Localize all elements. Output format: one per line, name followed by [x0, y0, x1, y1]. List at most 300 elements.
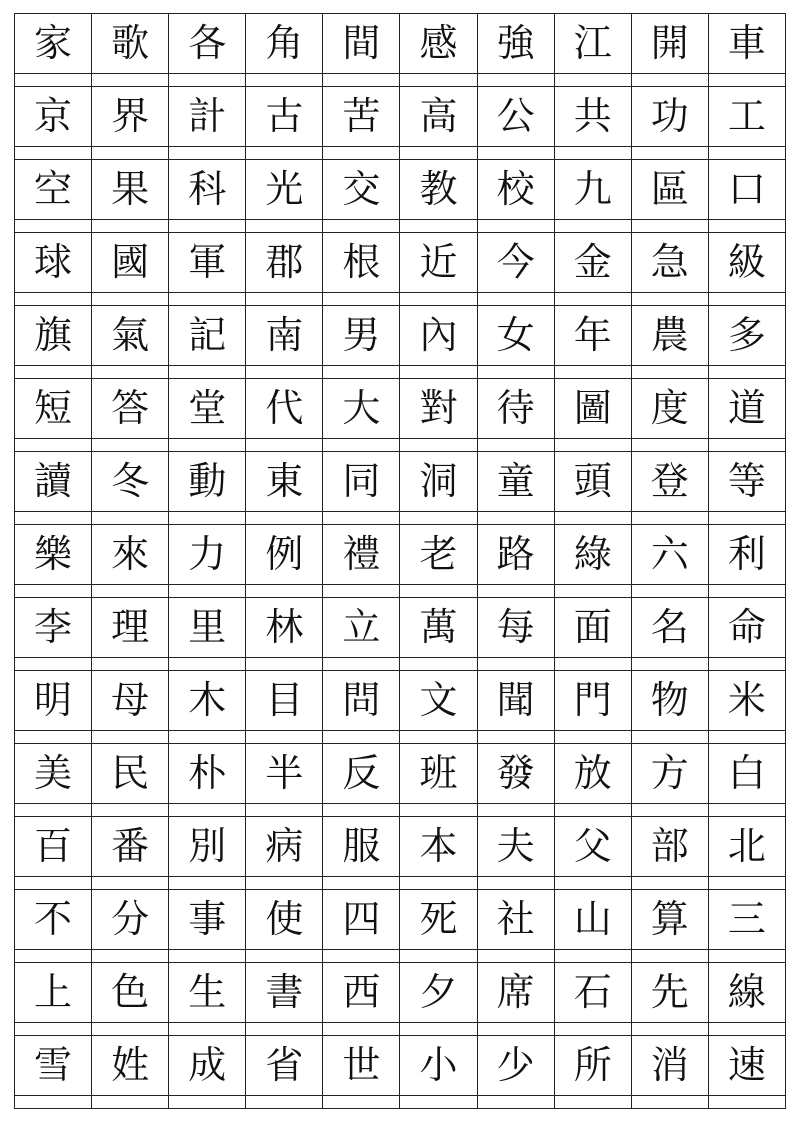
character-cell: 球	[15, 233, 92, 293]
character-cell: 病	[246, 817, 323, 877]
character-cell: 旗	[15, 306, 92, 366]
blank-practice-cell	[323, 293, 400, 306]
blank-practice-cell	[169, 74, 246, 87]
character-row	[15, 525, 786, 585]
blank-practice-cell	[631, 731, 708, 744]
character-cell: 各	[169, 14, 246, 74]
character-cell: 功	[631, 87, 708, 147]
character-cell: 農	[631, 306, 708, 366]
character-cell: 番	[92, 817, 169, 877]
blank-practice-cell	[631, 950, 708, 963]
character-cell: 半	[246, 744, 323, 804]
blank-practice-cell	[169, 877, 246, 890]
blank-practice-cell	[92, 74, 169, 87]
character-cell: 米	[708, 671, 785, 731]
character-cell: 女	[477, 306, 554, 366]
blank-practice-cell	[246, 293, 323, 306]
character-cell: 苦	[323, 87, 400, 147]
blank-practice-cell	[15, 658, 92, 671]
character-cell: 頭	[554, 452, 631, 512]
character-row	[15, 379, 786, 439]
character-cell: 色	[92, 963, 169, 1023]
grid-body	[15, 14, 786, 1109]
character-cell: 立	[323, 598, 400, 658]
blank-practice-cell	[169, 147, 246, 160]
character-cell: 古	[246, 87, 323, 147]
blank-practice-cell	[15, 147, 92, 160]
blank-practice-cell	[400, 512, 477, 525]
character-cell: 速	[708, 1036, 785, 1096]
blank-practice-row	[15, 585, 786, 598]
character-cell: 里	[169, 598, 246, 658]
blank-practice-cell	[246, 585, 323, 598]
character-cell: 發	[477, 744, 554, 804]
character-cell: 山	[554, 890, 631, 950]
blank-practice-cell	[169, 439, 246, 452]
blank-practice-cell	[477, 585, 554, 598]
blank-practice-cell	[169, 1023, 246, 1036]
character-cell: 四	[323, 890, 400, 950]
character-cell: 西	[323, 963, 400, 1023]
character-cell: 年	[554, 306, 631, 366]
blank-practice-cell	[477, 950, 554, 963]
character-cell: 反	[323, 744, 400, 804]
blank-practice-cell	[708, 366, 785, 379]
blank-practice-row	[15, 950, 786, 963]
character-cell: 登	[631, 452, 708, 512]
blank-practice-cell	[15, 512, 92, 525]
character-cell: 高	[400, 87, 477, 147]
blank-practice-cell	[92, 147, 169, 160]
character-cell: 計	[169, 87, 246, 147]
character-cell: 國	[92, 233, 169, 293]
blank-practice-cell	[554, 877, 631, 890]
character-cell: 金	[554, 233, 631, 293]
character-cell: 例	[246, 525, 323, 585]
blank-practice-cell	[246, 439, 323, 452]
blank-practice-row	[15, 1023, 786, 1036]
character-cell: 白	[708, 744, 785, 804]
character-cell: 事	[169, 890, 246, 950]
character-cell: 歌	[92, 14, 169, 74]
character-cell: 道	[708, 379, 785, 439]
blank-practice-cell	[477, 439, 554, 452]
character-cell: 物	[631, 671, 708, 731]
character-cell: 三	[708, 890, 785, 950]
character-cell: 美	[15, 744, 92, 804]
character-cell: 夕	[400, 963, 477, 1023]
blank-practice-cell	[708, 658, 785, 671]
character-cell: 省	[246, 1036, 323, 1096]
blank-practice-row	[15, 512, 786, 525]
character-cell: 內	[400, 306, 477, 366]
character-cell: 讀	[15, 452, 92, 512]
character-cell: 不	[15, 890, 92, 950]
character-cell: 開	[631, 14, 708, 74]
character-cell: 部	[631, 817, 708, 877]
character-row	[15, 160, 786, 220]
blank-practice-cell	[708, 804, 785, 817]
character-row	[15, 744, 786, 804]
blank-practice-cell	[477, 1023, 554, 1036]
character-cell: 待	[477, 379, 554, 439]
blank-practice-cell	[631, 512, 708, 525]
character-cell: 校	[477, 160, 554, 220]
blank-practice-cell	[246, 1096, 323, 1109]
blank-practice-cell	[246, 731, 323, 744]
character-cell: 綠	[554, 525, 631, 585]
blank-practice-cell	[400, 585, 477, 598]
blank-practice-cell	[92, 439, 169, 452]
character-cell: 共	[554, 87, 631, 147]
blank-practice-cell	[477, 366, 554, 379]
character-cell: 口	[708, 160, 785, 220]
character-cell: 度	[631, 379, 708, 439]
character-cell: 世	[323, 1036, 400, 1096]
blank-practice-cell	[400, 731, 477, 744]
blank-practice-cell	[554, 366, 631, 379]
blank-practice-cell	[15, 220, 92, 233]
character-row	[15, 890, 786, 950]
blank-practice-cell	[708, 74, 785, 87]
blank-practice-cell	[477, 804, 554, 817]
character-cell: 命	[708, 598, 785, 658]
character-cell: 少	[477, 1036, 554, 1096]
character-cell: 禮	[323, 525, 400, 585]
character-cell: 間	[323, 14, 400, 74]
blank-practice-cell	[477, 731, 554, 744]
character-cell: 洞	[400, 452, 477, 512]
character-cell: 方	[631, 744, 708, 804]
blank-practice-cell	[323, 220, 400, 233]
character-cell: 每	[477, 598, 554, 658]
blank-practice-cell	[400, 147, 477, 160]
blank-practice-cell	[15, 804, 92, 817]
blank-practice-cell	[708, 147, 785, 160]
blank-practice-row	[15, 877, 786, 890]
character-cell: 答	[92, 379, 169, 439]
blank-practice-cell	[323, 585, 400, 598]
blank-practice-cell	[554, 804, 631, 817]
blank-practice-cell	[169, 731, 246, 744]
character-row	[15, 233, 786, 293]
character-cell: 根	[323, 233, 400, 293]
blank-practice-cell	[400, 439, 477, 452]
character-cell: 母	[92, 671, 169, 731]
blank-practice-cell	[554, 658, 631, 671]
blank-practice-cell	[246, 147, 323, 160]
character-cell: 聞	[477, 671, 554, 731]
character-cell: 江	[554, 14, 631, 74]
blank-practice-cell	[92, 731, 169, 744]
blank-practice-row	[15, 658, 786, 671]
character-cell: 急	[631, 233, 708, 293]
character-cell: 教	[400, 160, 477, 220]
character-cell: 界	[92, 87, 169, 147]
blank-practice-cell	[15, 585, 92, 598]
character-cell: 九	[554, 160, 631, 220]
blank-practice-cell	[554, 293, 631, 306]
blank-practice-cell	[631, 877, 708, 890]
character-cell: 多	[708, 306, 785, 366]
blank-practice-cell	[631, 804, 708, 817]
character-cell: 死	[400, 890, 477, 950]
blank-practice-cell	[169, 585, 246, 598]
blank-practice-cell	[92, 950, 169, 963]
blank-practice-cell	[15, 877, 92, 890]
character-cell: 果	[92, 160, 169, 220]
character-row	[15, 14, 786, 74]
character-cell: 線	[708, 963, 785, 1023]
character-cell: 所	[554, 1036, 631, 1096]
blank-practice-cell	[400, 74, 477, 87]
character-cell: 樂	[15, 525, 92, 585]
character-row	[15, 963, 786, 1023]
blank-practice-cell	[477, 220, 554, 233]
character-cell: 使	[246, 890, 323, 950]
character-cell: 分	[92, 890, 169, 950]
blank-practice-cell	[323, 658, 400, 671]
blank-practice-row	[15, 804, 786, 817]
character-cell: 書	[246, 963, 323, 1023]
character-cell: 父	[554, 817, 631, 877]
blank-practice-cell	[323, 804, 400, 817]
blank-practice-row	[15, 1096, 786, 1109]
blank-practice-cell	[323, 366, 400, 379]
blank-practice-cell	[477, 877, 554, 890]
blank-practice-cell	[554, 950, 631, 963]
character-cell: 來	[92, 525, 169, 585]
blank-practice-cell	[15, 293, 92, 306]
character-cell: 感	[400, 14, 477, 74]
blank-practice-cell	[169, 658, 246, 671]
character-row	[15, 306, 786, 366]
character-cell: 石	[554, 963, 631, 1023]
blank-practice-cell	[169, 512, 246, 525]
blank-practice-cell	[323, 877, 400, 890]
character-cell: 別	[169, 817, 246, 877]
character-cell: 車	[708, 14, 785, 74]
blank-practice-row	[15, 74, 786, 87]
blank-practice-cell	[477, 147, 554, 160]
blank-practice-cell	[708, 439, 785, 452]
blank-practice-cell	[323, 147, 400, 160]
blank-practice-cell	[169, 220, 246, 233]
character-cell: 短	[15, 379, 92, 439]
character-cell: 空	[15, 160, 92, 220]
character-cell: 強	[477, 14, 554, 74]
blank-practice-cell	[246, 877, 323, 890]
blank-practice-cell	[400, 658, 477, 671]
blank-practice-cell	[323, 74, 400, 87]
blank-practice-cell	[15, 1096, 92, 1109]
blank-practice-cell	[92, 1023, 169, 1036]
character-cell: 男	[323, 306, 400, 366]
blank-practice-cell	[477, 293, 554, 306]
blank-practice-cell	[323, 731, 400, 744]
character-cell: 路	[477, 525, 554, 585]
character-cell: 科	[169, 160, 246, 220]
blank-practice-cell	[323, 512, 400, 525]
blank-practice-cell	[15, 950, 92, 963]
blank-practice-cell	[400, 1023, 477, 1036]
blank-practice-cell	[400, 1096, 477, 1109]
character-cell: 公	[477, 87, 554, 147]
blank-practice-cell	[169, 366, 246, 379]
character-cell: 服	[323, 817, 400, 877]
character-cell: 利	[708, 525, 785, 585]
character-cell: 區	[631, 160, 708, 220]
blank-practice-cell	[92, 658, 169, 671]
character-cell: 堂	[169, 379, 246, 439]
character-cell: 問	[323, 671, 400, 731]
character-cell: 等	[708, 452, 785, 512]
blank-practice-cell	[169, 293, 246, 306]
character-cell: 冬	[92, 452, 169, 512]
character-cell: 交	[323, 160, 400, 220]
character-cell: 對	[400, 379, 477, 439]
character-cell: 級	[708, 233, 785, 293]
blank-practice-cell	[631, 147, 708, 160]
blank-practice-cell	[554, 220, 631, 233]
character-cell: 郡	[246, 233, 323, 293]
character-cell: 代	[246, 379, 323, 439]
blank-practice-cell	[92, 512, 169, 525]
blank-practice-cell	[15, 439, 92, 452]
character-cell: 上	[15, 963, 92, 1023]
blank-practice-cell	[477, 74, 554, 87]
blank-practice-cell	[631, 585, 708, 598]
character-cell: 文	[400, 671, 477, 731]
blank-practice-cell	[169, 1096, 246, 1109]
blank-practice-row	[15, 439, 786, 452]
character-cell: 軍	[169, 233, 246, 293]
character-cell: 光	[246, 160, 323, 220]
character-cell: 家	[15, 14, 92, 74]
character-row	[15, 671, 786, 731]
blank-practice-cell	[554, 585, 631, 598]
blank-practice-cell	[92, 877, 169, 890]
character-cell: 姓	[92, 1036, 169, 1096]
blank-practice-cell	[15, 731, 92, 744]
blank-practice-cell	[92, 366, 169, 379]
blank-practice-cell	[169, 804, 246, 817]
character-row	[15, 87, 786, 147]
blank-practice-cell	[554, 1023, 631, 1036]
blank-practice-cell	[246, 804, 323, 817]
blank-practice-cell	[15, 1023, 92, 1036]
character-cell: 門	[554, 671, 631, 731]
blank-practice-cell	[92, 585, 169, 598]
blank-practice-cell	[708, 585, 785, 598]
character-cell: 雪	[15, 1036, 92, 1096]
blank-practice-cell	[631, 1096, 708, 1109]
character-cell: 今	[477, 233, 554, 293]
blank-practice-cell	[92, 1096, 169, 1109]
character-cell: 成	[169, 1036, 246, 1096]
blank-practice-cell	[323, 1023, 400, 1036]
character-cell: 先	[631, 963, 708, 1023]
character-cell: 名	[631, 598, 708, 658]
blank-practice-cell	[246, 1023, 323, 1036]
character-cell: 朴	[169, 744, 246, 804]
character-cell: 百	[15, 817, 92, 877]
blank-practice-cell	[631, 293, 708, 306]
blank-practice-row	[15, 731, 786, 744]
character-cell: 社	[477, 890, 554, 950]
character-row	[15, 817, 786, 877]
blank-practice-cell	[400, 877, 477, 890]
character-cell: 同	[323, 452, 400, 512]
character-cell: 夫	[477, 817, 554, 877]
character-cell: 理	[92, 598, 169, 658]
character-cell: 小	[400, 1036, 477, 1096]
character-row	[15, 1036, 786, 1096]
character-cell: 南	[246, 306, 323, 366]
blank-practice-cell	[708, 877, 785, 890]
blank-practice-cell	[631, 439, 708, 452]
blank-practice-cell	[323, 1096, 400, 1109]
character-row	[15, 452, 786, 512]
blank-practice-cell	[400, 293, 477, 306]
blank-practice-cell	[246, 74, 323, 87]
blank-practice-cell	[246, 220, 323, 233]
blank-practice-row	[15, 366, 786, 379]
character-cell: 六	[631, 525, 708, 585]
blank-practice-cell	[554, 731, 631, 744]
blank-practice-row	[15, 293, 786, 306]
character-cell: 生	[169, 963, 246, 1023]
blank-practice-cell	[400, 366, 477, 379]
character-cell: 氣	[92, 306, 169, 366]
blank-practice-cell	[92, 293, 169, 306]
blank-practice-cell	[246, 512, 323, 525]
character-cell: 消	[631, 1036, 708, 1096]
blank-practice-cell	[169, 950, 246, 963]
blank-practice-cell	[400, 220, 477, 233]
character-cell: 童	[477, 452, 554, 512]
character-cell: 北	[708, 817, 785, 877]
blank-practice-cell	[631, 1023, 708, 1036]
blank-practice-cell	[92, 220, 169, 233]
blank-practice-cell	[246, 950, 323, 963]
character-cell: 林	[246, 598, 323, 658]
blank-practice-cell	[708, 950, 785, 963]
blank-practice-cell	[708, 220, 785, 233]
blank-practice-cell	[708, 1023, 785, 1036]
blank-practice-cell	[323, 439, 400, 452]
character-cell: 近	[400, 233, 477, 293]
blank-practice-cell	[631, 366, 708, 379]
character-cell: 放	[554, 744, 631, 804]
character-cell: 工	[708, 87, 785, 147]
blank-practice-cell	[554, 1096, 631, 1109]
blank-practice-cell	[477, 658, 554, 671]
character-cell: 老	[400, 525, 477, 585]
blank-practice-cell	[400, 804, 477, 817]
blank-practice-cell	[708, 1096, 785, 1109]
character-cell: 明	[15, 671, 92, 731]
character-cell: 記	[169, 306, 246, 366]
blank-practice-cell	[477, 1096, 554, 1109]
blank-practice-cell	[708, 293, 785, 306]
blank-practice-cell	[708, 731, 785, 744]
blank-practice-cell	[323, 950, 400, 963]
blank-practice-cell	[631, 220, 708, 233]
blank-practice-row	[15, 220, 786, 233]
blank-practice-cell	[554, 439, 631, 452]
character-cell: 動	[169, 452, 246, 512]
